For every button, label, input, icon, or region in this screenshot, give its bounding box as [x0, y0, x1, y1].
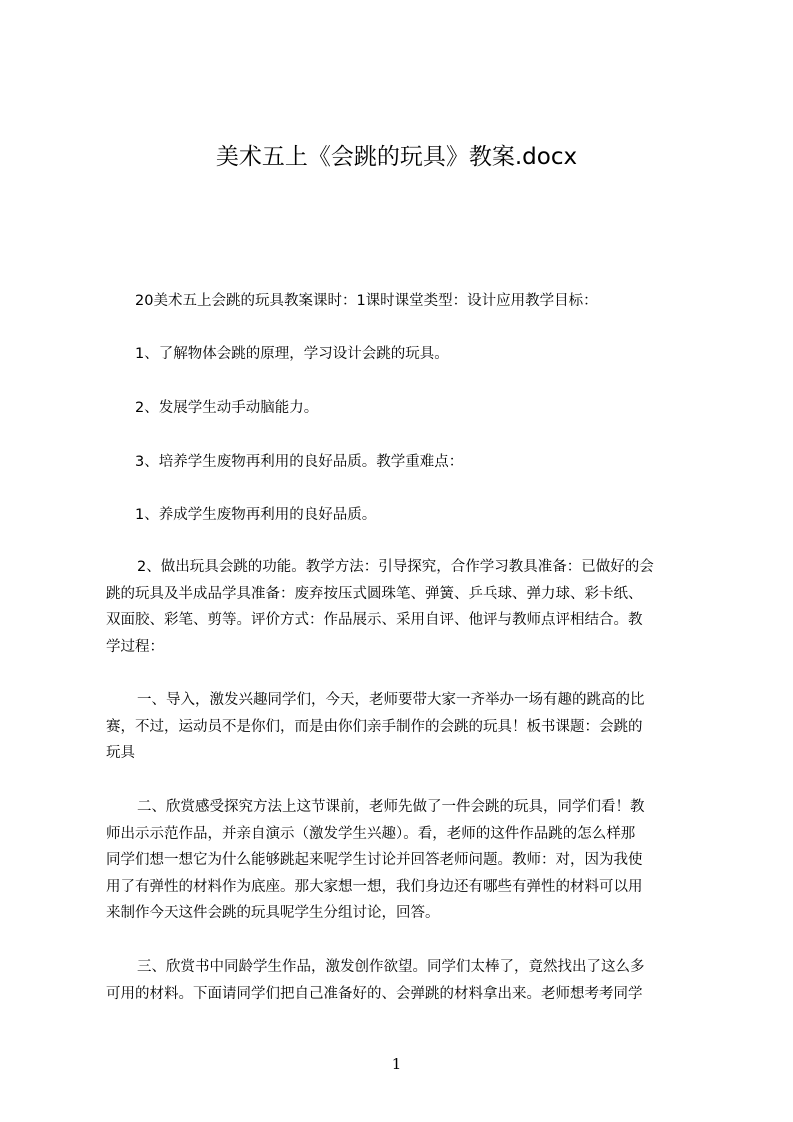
paragraph-line: 用了有弹性的材料作为底座。那大家想一想，我们身边还有哪些有弹性的材料可以用: [106, 878, 643, 895]
paragraph-lesson-header: 20美术五上会跳的玩具教案课时：1课时课堂类型：设计应用教学目标：: [135, 293, 598, 309]
paragraph-line: 来制作今天这件会跳的玩具呢学生分组讨论，回答。: [106, 905, 440, 921]
paragraph-line: 同学们想一想它为什么能够跳起来呢学生讨论并回答老师问题。教师：对，因为我使: [106, 852, 643, 868]
document-title: 美术五上《会跳的玩具》教案.docx: [215, 144, 578, 170]
paragraph-line: 2、做出玩具会跳的功能。教学方法：引导探究，合作学习教具准备：已做好的会: [137, 559, 654, 575]
page-number: 1: [391, 1055, 402, 1073]
paragraph-goal-2: 2、发展学生动手动脑能力。: [135, 400, 319, 416]
paragraph-goal-1: 1、了解物体会跳的原理，学习设计会跳的玩具。: [135, 346, 449, 362]
paragraph-key-point-2: [106, 554, 706, 660]
paragraph-section-1: [106, 687, 706, 767]
paragraph-line: 赛，不过，运动员不是你们，而是由你们亲手制作的会跳的玩具！板书课题：会跳的: [106, 718, 643, 735]
paragraph-line: 学过程：: [106, 638, 164, 655]
paragraph-line: 玩具: [106, 745, 135, 761]
paragraph-line: 二、欣赏感受探究方法上这节课前，老师先做了一件会跳的玩具，同学们看！教: [137, 799, 645, 815]
paragraph-line: 跳的玩具及半成品学具准备：废弃按压式圆珠笔、弹簧、乒乓球、弹力球、彩卡纸、: [106, 585, 643, 602]
paragraph-line: 双面胶、彩笔、剪等。评价方式：作品展示、采用自评、他评与教师点评相结合。教: [106, 612, 643, 628]
paragraph-section-2: [106, 794, 706, 927]
paragraph-line: 三、欣赏书中同龄学生作品，激发创作欲望。同学们太棒了，竟然找出了这么多: [137, 959, 645, 975]
paragraph-section-3: [106, 954, 706, 1007]
paragraph-key-point-1: 1、养成学生废物再利用的良好品质。: [135, 507, 377, 523]
paragraph-line: 可用的材料。下面请同学们把自己准备好的、会弹跳的材料拿出来。老师想考考同学: [106, 985, 643, 1002]
paragraph-line: 一、导入，激发兴趣同学们，今天，老师要带大家一齐举办一场有趣的跳高的比: [137, 692, 645, 708]
paragraph-goal-3: 3、培养学生废物再利用的良好品质。教学重难点：: [135, 454, 464, 470]
paragraph-line: 师出示示范作品，并亲自演示（激发学生兴趣）。看，老师的这件作品跳的怎么样那: [106, 825, 636, 842]
